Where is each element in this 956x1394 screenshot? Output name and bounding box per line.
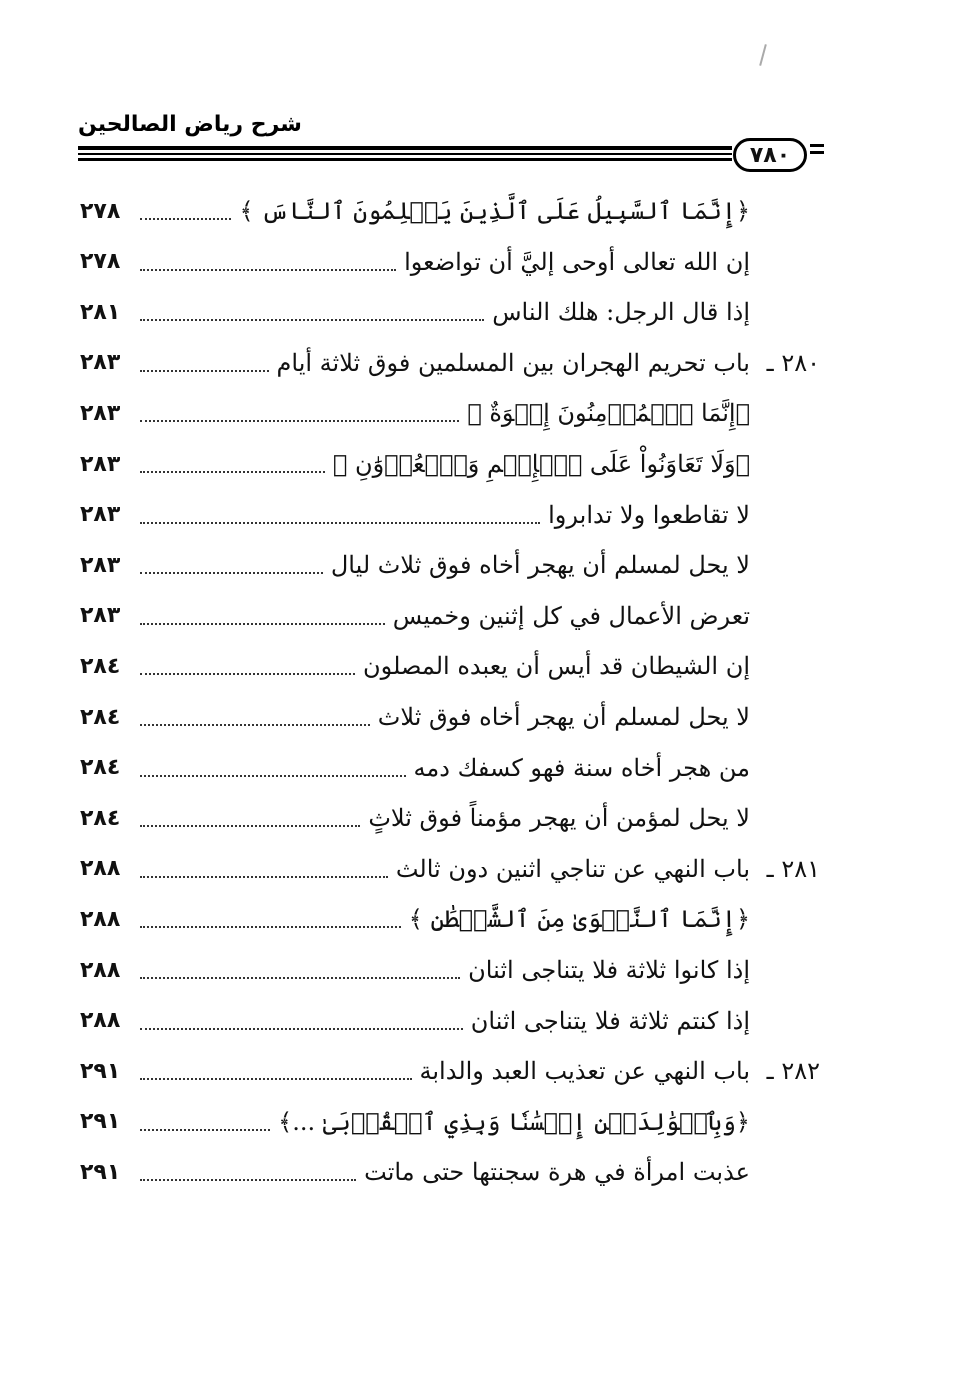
toc-page-number: ٢٨٣: [80, 451, 121, 477]
toc-entry-title: ﴿إِنَّمَا ٱلنَّجۡوَىٰ مِنَ ٱلشَّيۡطَٰنِ ﴾: [408, 905, 750, 934]
toc-dot-leader: [140, 1078, 412, 1080]
toc-chapter-number: ٢٨٢ ـ: [766, 1057, 820, 1086]
toc-dot-leader: [140, 977, 460, 979]
toc-row: [80, 692, 820, 742]
toc-entry-title: عذبت امرأة في هرة سجنتها حتى ماتت: [364, 1158, 750, 1187]
toc-dot-leader: [140, 420, 459, 422]
page-number-badge: [733, 138, 807, 172]
toc-page-number: ٢٨٣: [80, 350, 121, 376]
toc-page-number: ٢٩١: [80, 1159, 121, 1185]
toc-entry-title: باب تحريم الهجران بين المسلمين فوق ثلاثة أيام: [276, 348, 750, 377]
toc-entry-title: لا يحل لمسلم أن يهجر أخاه فوق ثلاث ليال: [330, 551, 750, 580]
toc-dot-leader: [140, 218, 231, 220]
header-rule-top: [78, 146, 732, 150]
toc-page-number: ٢٨٣: [80, 400, 121, 426]
toc-row: [80, 388, 820, 438]
toc-dot-leader: [140, 522, 540, 524]
toc-row: [80, 439, 820, 489]
toc-entry-title: إذا كانوا ثلاثة فلا يتناجى اثنان: [468, 956, 750, 984]
stray-pen-mark: [759, 44, 767, 66]
toc-page-number: ٢٨٨: [80, 957, 121, 983]
toc-dot-leader: [140, 623, 385, 625]
toc-row: [80, 490, 820, 540]
toc-page-number: ٢٩١: [80, 1058, 121, 1084]
toc-row: [80, 945, 820, 995]
toc-dot-leader: [140, 269, 396, 271]
toc-dot-leader: [140, 319, 484, 321]
toc-page-number: ٢٨٤: [80, 805, 121, 831]
running-header-title: شرح رياض الصالحين: [78, 112, 302, 137]
toc-row: [80, 540, 820, 590]
toc-entry-title: إذا كنتم ثلاثة فلا يتناجى اثنان: [470, 1006, 750, 1035]
toc-row: [80, 186, 820, 236]
toc-page-number: ٢٨٣: [80, 502, 121, 528]
page-number: ٧٨٠: [749, 142, 791, 168]
toc-chapter-number: ٢٨٠ ـ: [766, 348, 820, 377]
toc-page-number: ٢٨٣: [80, 603, 121, 629]
toc-dot-leader: [140, 370, 269, 372]
toc-entry-title: إن الشيطان قد أيس أن يعبده المصلون: [363, 652, 750, 681]
toc-page-number: ٢٨٤: [80, 704, 121, 730]
toc-page-number: ٢٨٨: [80, 906, 121, 932]
toc-entry-title: من هجر أخاه سنة فهو كسفك دمه: [413, 753, 750, 782]
toc-row: [80, 338, 820, 388]
header-rule-bottom: [78, 158, 732, 161]
toc-entry-title: إن الله تعالى أوحى إليَّ أن تواضعوا: [404, 247, 750, 276]
toc-page-number: ٢٩١: [80, 1109, 121, 1135]
toc-page-number: ٢٨٤: [80, 653, 121, 679]
toc-entry-title: ﴿إِنَّمَا ٱلۡمُؤۡمِنُونَ إِخۡوَةٌ ﴾: [467, 399, 750, 428]
toc-entry-title: لا يحل لمسلم أن يهجر أخاه فوق ثلاث: [377, 703, 750, 731]
toc-dot-leader: [140, 1028, 463, 1030]
toc-row: [80, 287, 820, 337]
toc-dot-leader: [140, 724, 370, 726]
toc-row: [80, 237, 820, 287]
toc-row: [80, 641, 820, 691]
toc-entry-title: لا يحل لمؤمن أن يهجر مؤمناً فوق ثلاثٍ: [368, 804, 750, 833]
toc-page-number: ٢٨١: [80, 299, 121, 325]
toc-entry-title: ﴿إِنَّمَا ٱلسَّبِيلُ عَلَى ٱلَّذِينَ يَظۡلِمُونَ ٱلنَّاسَ ﴾: [239, 197, 750, 225]
toc-entry-title: ﴿وَبِٱلۡوَٰلِدَيۡنِ إِحۡسَٰنٗا وَبِذِي ٱلۡقُرۡبَىٰ ...﴾: [278, 1107, 750, 1136]
toc-entry-title: إذا قال الرجل: هلك الناس: [492, 298, 750, 327]
toc-row: [80, 1046, 820, 1096]
toc-page-number: ٢٧٨: [80, 249, 121, 275]
header-rule-middle: [78, 153, 732, 155]
toc-dot-leader: [140, 572, 323, 574]
toc-page-number: ٢٨٨: [80, 1008, 121, 1034]
toc-chapter-number: ٢٨١ ـ: [766, 854, 820, 883]
toc-dot-leader: [140, 775, 406, 777]
toc-dot-leader: [140, 673, 355, 675]
toc-page-number: ٢٨٣: [80, 552, 121, 578]
toc-row: [80, 996, 820, 1046]
toc-entry-title: ﴿وَلَا تَعَاوَنُواْ عَلَى ٱلۡإِثۡمِ وَٱلۡعُدۡوَٰنِ ﴾: [332, 450, 750, 478]
toc-dot-leader: [140, 825, 360, 827]
toc-entry-title: باب النهي عن تناجي اثنين دون ثالث: [395, 854, 750, 883]
toc-entry-title: تعرض الأعمال في كل إثنين وخميس: [392, 601, 750, 630]
toc-page-number: ٢٨٨: [80, 856, 121, 882]
toc-row: [80, 743, 820, 793]
toc-row: [80, 591, 820, 641]
toc-row: [80, 793, 820, 843]
toc-row: [80, 844, 820, 894]
toc-page-number: ٢٧٨: [80, 198, 121, 224]
header-ornament: [810, 144, 824, 158]
toc-row: [80, 1097, 820, 1147]
toc-dot-leader: [140, 876, 388, 878]
toc-row: [80, 894, 820, 944]
toc-page-number: ٢٨٤: [80, 755, 121, 781]
toc-dot-leader: [140, 926, 401, 928]
toc-entry-title: باب النهي عن تعذيب العبد والدابة: [419, 1057, 750, 1086]
toc-dot-leader: [140, 471, 325, 473]
toc-entry-title: لا تقاطعوا ولا تدابروا: [548, 500, 750, 529]
toc-row: [80, 1147, 820, 1197]
toc-dot-leader: [140, 1129, 270, 1131]
toc-dot-leader: [140, 1179, 356, 1181]
